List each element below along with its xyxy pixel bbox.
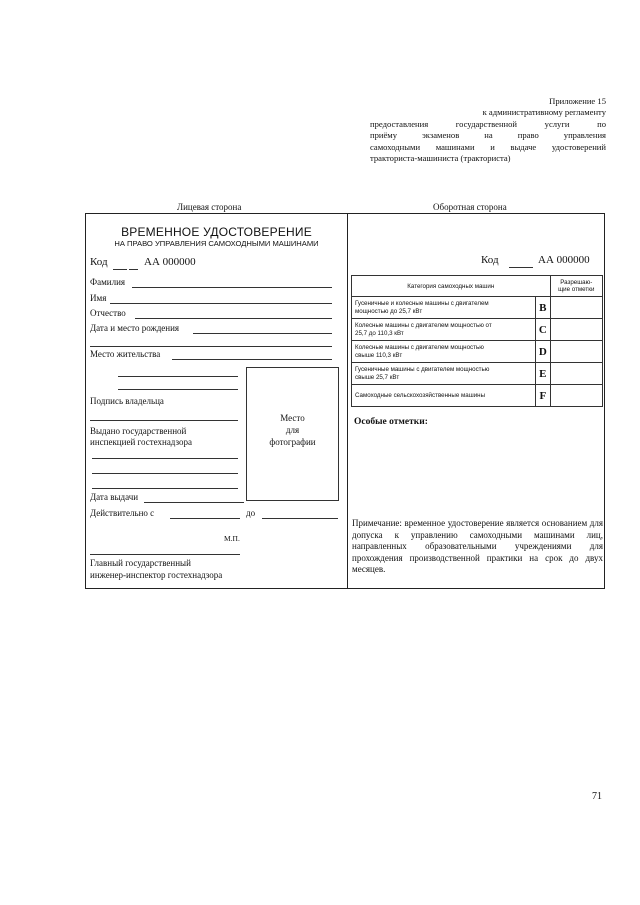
category-letter: B [536,297,550,319]
permit-header-text: Разрешаю- [560,279,593,286]
permit-header-text: щие отметки [558,286,595,293]
appendix-header [370,96,606,164]
valid-from-line [170,518,240,519]
category-desc [352,319,536,341]
residence-line [172,359,332,360]
permit-cell [550,319,602,341]
signature-label: Подпись владельца [90,396,164,406]
issue-date-line [144,502,244,503]
desc-line: Гусеничные и колесные машины с двигателем [355,300,489,308]
category-letter: C [536,319,550,341]
note-text: Примечание: временное удостоверение является основанием для допуска к управлению самоходными машинами лиц, направленных образовательными учреждениями для прохождения производственной практики на срок до двух месяцев. [352,518,603,574]
valid-to-label: до [246,508,256,518]
back-code-label: Код [481,254,499,266]
chief-title-2: инженер-инспектор гостехнадзора [90,570,223,580]
name-label: Имя [90,293,107,303]
permit-header [550,276,602,297]
chief-title: Главный государственный [90,558,191,568]
permit-cell [550,341,602,363]
appendix-line: к административному регламенту [482,107,606,118]
signature-line [90,420,238,421]
form-subtitle: НА ПРАВО УПРАВЛЕНИЯ САМОХОДНЫМИ МАШИНАМИ [114,239,319,248]
chief-signature-line [90,554,240,555]
table-row [352,297,603,319]
residence-label: Место жительства [90,349,161,359]
patronymic-line [135,318,332,319]
desc-line: Колесные машины с двигателем мощностью [355,344,484,352]
valid-from-label: Действительно с [90,508,155,518]
category-letter: F [536,385,550,407]
back-side-label: Оборотная сторона [433,202,507,212]
table-row [352,341,603,363]
back-code-number: АА 000000 [538,254,590,266]
appendix-title: Приложение 15 [549,96,606,106]
category-desc [352,363,536,385]
category-letter: E [536,363,550,385]
issued-by-label-2: инспекцией гостехнадзора [90,437,192,447]
issued-line [92,458,238,459]
category-desc [352,341,536,363]
appendix-line: тракториста-машиниста (тракториста) [370,153,511,164]
category-desc [352,297,536,319]
table-row [352,363,603,385]
birth-label: Дата и место рождения [90,323,180,333]
category-header: Категория самоходных машин [352,276,551,297]
front-code-label: Код [90,256,108,268]
residence-line-3 [118,389,238,390]
permit-cell [550,297,602,319]
code-blank [129,269,138,270]
name-line [110,303,332,304]
special-marks-label: Особые отметки: [354,417,428,427]
table-row [352,319,603,341]
appendix-line: предоставления государственной услуги по [370,118,606,129]
code-blank [113,269,127,270]
stamp-label: М.П. [224,534,240,543]
desc-line: свыше 25,7 кВт [355,373,400,381]
valid-to-line [262,518,338,519]
desc-line: Гусеничные машины с двигателем мощностью [355,366,490,374]
table-row [352,385,603,407]
desc-line: 25,7 до 110,3 кВт [355,329,404,337]
issued-by-label: Выдано государственной [90,426,187,436]
license-form [85,213,605,589]
birth-line-2 [90,346,332,347]
page-number: 71 [592,791,602,802]
desc-line: Самоходные сельскохозяйственные машины [355,391,486,399]
card-divider [347,214,348,588]
surname-label: Фамилия [90,277,126,287]
photo-placeholder [246,367,339,501]
photo-text: для [285,425,300,435]
appendix-line: самоходными машинами и выдаче удостоверений [370,141,606,152]
photo-text: Место [280,413,305,423]
issued-line-2 [92,473,238,474]
desc-line: мощностью до 25,7 кВт [355,307,423,315]
birth-line [193,333,332,334]
desc-line: свыше 110,3 кВт [355,351,403,359]
form-title: ВРЕМЕННОЕ УДОСТОВЕРЕНИЕ [121,225,312,239]
permit-cell [550,363,602,385]
category-desc [352,385,536,407]
desc-line: Колесные машины с двигателем мощностью от [355,322,492,330]
issue-date-label: Дата выдачи [90,492,139,502]
photo-text: фотографии [269,437,316,447]
front-code-number: АА 000000 [144,256,196,268]
category-letter: D [536,341,550,363]
permit-cell [550,385,602,407]
front-side-label: Лицевая сторона [177,202,242,212]
table-header-row [352,276,603,297]
patronymic-label: Отчество [90,308,126,318]
residence-line-2 [118,376,238,377]
appendix-line: приёму экзаменов на право управления [370,130,606,141]
surname-line [132,287,332,288]
issued-line-3 [92,488,238,489]
code-blank [509,267,533,268]
category-table [351,275,603,407]
